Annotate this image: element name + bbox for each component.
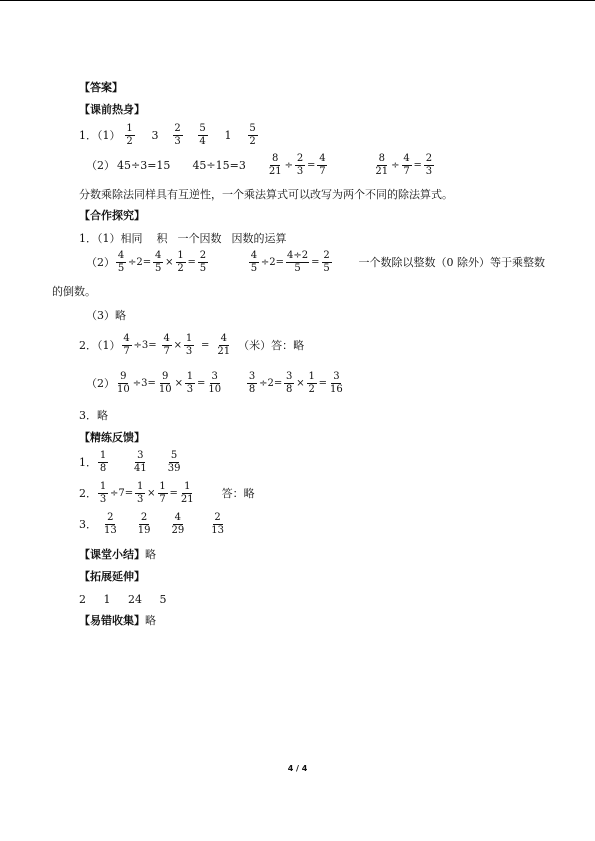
fraction: $\frac{1}{3}$ [186, 370, 194, 395]
fraction: $\frac{1}{21}$ [180, 480, 194, 505]
equation: 45÷3=15 [117, 158, 171, 172]
heading-extend [79, 564, 145, 588]
fraction: $\frac{3}{10}$ [208, 370, 222, 395]
value: 1 [224, 128, 232, 142]
heading-warmup-text: 【课前热身】 [79, 103, 145, 116]
paragraph-text: 分数乘除法同样具有互逆性，一个乘法算式可以改写为两个不同的除法算式。 [79, 188, 453, 201]
fraction: $\frac{4}{7}$ [403, 152, 410, 177]
fraction: $\frac{2}{3}$ [296, 152, 304, 177]
fraction: $\frac{9}{10}$ [117, 370, 130, 395]
fraction: $\frac{2}{3}$ [425, 152, 433, 177]
heading-mistakes-text: 【易错收集】 [79, 614, 145, 627]
fraction: $\frac{4}{7}$ [163, 332, 170, 357]
practice-line-2: 2． $\frac{1}{3}$ ÷7= $\frac{1}{3}$ × $\frac{1}{7}$ = $\frac{1}{21}$ 答：略 [79, 480, 255, 505]
item-prefix: 1．（1） [79, 129, 121, 142]
item-prefix: （2） [86, 159, 115, 172]
fraction: $\frac{1}{3}$ [99, 480, 107, 505]
item-prefix: （2） [86, 256, 115, 269]
answer-text: 3．略 [79, 409, 108, 422]
fraction: $\frac{1}{8}$ [99, 449, 107, 474]
fraction: $\frac{1}{2}$ [177, 249, 184, 274]
practice-line-3 [79, 507, 226, 541]
fraction: $\frac{2}{3}$ [174, 122, 181, 147]
explore-line-3 [86, 303, 126, 327]
fraction: $\frac{8}{21}$ [268, 152, 282, 177]
answer-tail: 答：略 [221, 487, 255, 500]
mistakes-line [79, 608, 156, 632]
answer-text: （3）略 [86, 309, 126, 322]
warmup-line-2: （2） 45÷3=15 45÷15=3 $\frac{8}{21}$ ÷ $\frac{2}{3}$ = $\frac{4}{7}$ $\frac{8}{21}$ ÷ $\frac{4}{7}$ = $\frac{2}{3}$ [86, 152, 433, 177]
answer-word: 相同 [120, 232, 143, 245]
fraction: $\frac{4}{5}$ [117, 249, 125, 274]
heading-practice-text: 【精练反馈】 [79, 431, 145, 444]
fraction: $\frac{1}{3}$ [185, 332, 193, 357]
fraction: $\frac{5}{4}$ [199, 122, 206, 147]
answer-word: 一个因数 [177, 232, 222, 245]
answer-word: 积 [156, 232, 168, 245]
fraction: $\frac{1}{2}$ [126, 122, 133, 147]
explore-line-2: （2） $\frac{4}{5}$ ÷2= $\frac{4}{5}$ × $\frac{1}{2}$ = $\frac{2}{5}$ $\frac{4}{5}$ ÷2= $\frac{4\div 2}{5}$ = $\frac{2}{5}$ 一个数除以整数（0 除外）等于乘整数 [86, 249, 546, 274]
summary-line [79, 542, 156, 566]
heading-summary-text: 【课堂小结】 [79, 548, 145, 561]
fraction: $\frac{9}{10}$ [158, 370, 172, 395]
heading-extend-text: 【拓展延伸】 [79, 570, 145, 583]
extend-answers: 2 1 24 5 [79, 592, 167, 606]
item-prefix: 2．（1） [79, 339, 121, 352]
rule-text: 一个数除以整数（0 除外）等于乘整数 [358, 256, 546, 269]
item-prefix: 1．（1） [79, 232, 121, 245]
fraction: $\frac{8}{21}$ [375, 152, 389, 177]
explore-line-4: 2．（1） $\frac{4}{7}$ ÷3= $\frac{4}{7}$ × $\frac{1}{3}$ = $\frac{4}{21}$ （米）答：略 [79, 332, 305, 357]
fraction: $\frac{2}{19}$ [137, 511, 151, 536]
item-prefix: 3． [79, 518, 97, 531]
item-prefix: （2） [86, 377, 115, 390]
heading-answer [79, 75, 123, 99]
fraction: $\frac{4}{5}$ [250, 249, 258, 274]
warmup-line-1 [79, 120, 259, 150]
mistakes-answer: 略 [145, 614, 156, 627]
top-border-line [0, 0, 595, 1]
fraction: $\frac{5}{2}$ [249, 122, 256, 147]
fraction: $\frac{2}{5}$ [323, 249, 330, 274]
explore-line-6 [79, 403, 108, 427]
rule-text-continued: 的倒数。 [52, 285, 96, 298]
answer-word: 因数的运算 [231, 232, 287, 245]
heading-explore-text: 【合作探究】 [79, 209, 145, 222]
answer-tail: （米）答：略 [238, 339, 305, 352]
heading-explore [79, 203, 145, 227]
explore-line-5: （2） $\frac{9}{10}$ ÷3= $\frac{9}{10}$ × $\frac{1}{3}$ = $\frac{3}{10}$ $\frac{3}{8}$ ÷2= $\frac{3}{8}$ × $\frac{1}{2}$ = $\frac{3}{16}$ [86, 370, 343, 395]
fraction: $\frac{3}{8}$ [248, 370, 256, 395]
fraction: $\frac{1}{7}$ [159, 480, 166, 505]
heading-warmup [79, 97, 145, 121]
fraction: $\frac{1}{3}$ [136, 480, 144, 505]
fraction: $\frac{5}{39}$ [167, 449, 181, 474]
heading-answer-text: 【答案】 [79, 81, 123, 94]
practice-line-1 [79, 445, 182, 479]
fraction: $\frac{4\div 2}{5}$ [287, 249, 309, 274]
equation: 45÷15=3 [192, 158, 246, 172]
explore-line-2-cont [52, 279, 96, 303]
fraction: $\frac{1}{2}$ [308, 370, 315, 395]
fraction: $\frac{2}{5}$ [199, 249, 207, 274]
item-prefix: 1． [79, 456, 97, 469]
fraction: $\frac{4}{7}$ [123, 332, 130, 357]
fraction: $\frac{4}{21}$ [217, 332, 231, 357]
fraction: $\frac{3}{8}$ [286, 370, 293, 395]
fraction: $\frac{3}{16}$ [330, 370, 343, 395]
fraction: $\frac{4}{29}$ [171, 511, 185, 536]
page-number: 4 / 4 [287, 764, 308, 773]
item-prefix: 2． [79, 487, 97, 500]
fraction: $\frac{2}{13}$ [211, 511, 224, 536]
fraction: $\frac{4}{5}$ [154, 249, 162, 274]
fraction: $\frac{4}{7}$ [319, 152, 326, 177]
value: 3 [151, 128, 159, 142]
summary-answer: 略 [145, 548, 156, 561]
fraction: $\frac{2}{13}$ [104, 511, 117, 536]
fraction: $\frac{3}{41}$ [134, 449, 147, 474]
